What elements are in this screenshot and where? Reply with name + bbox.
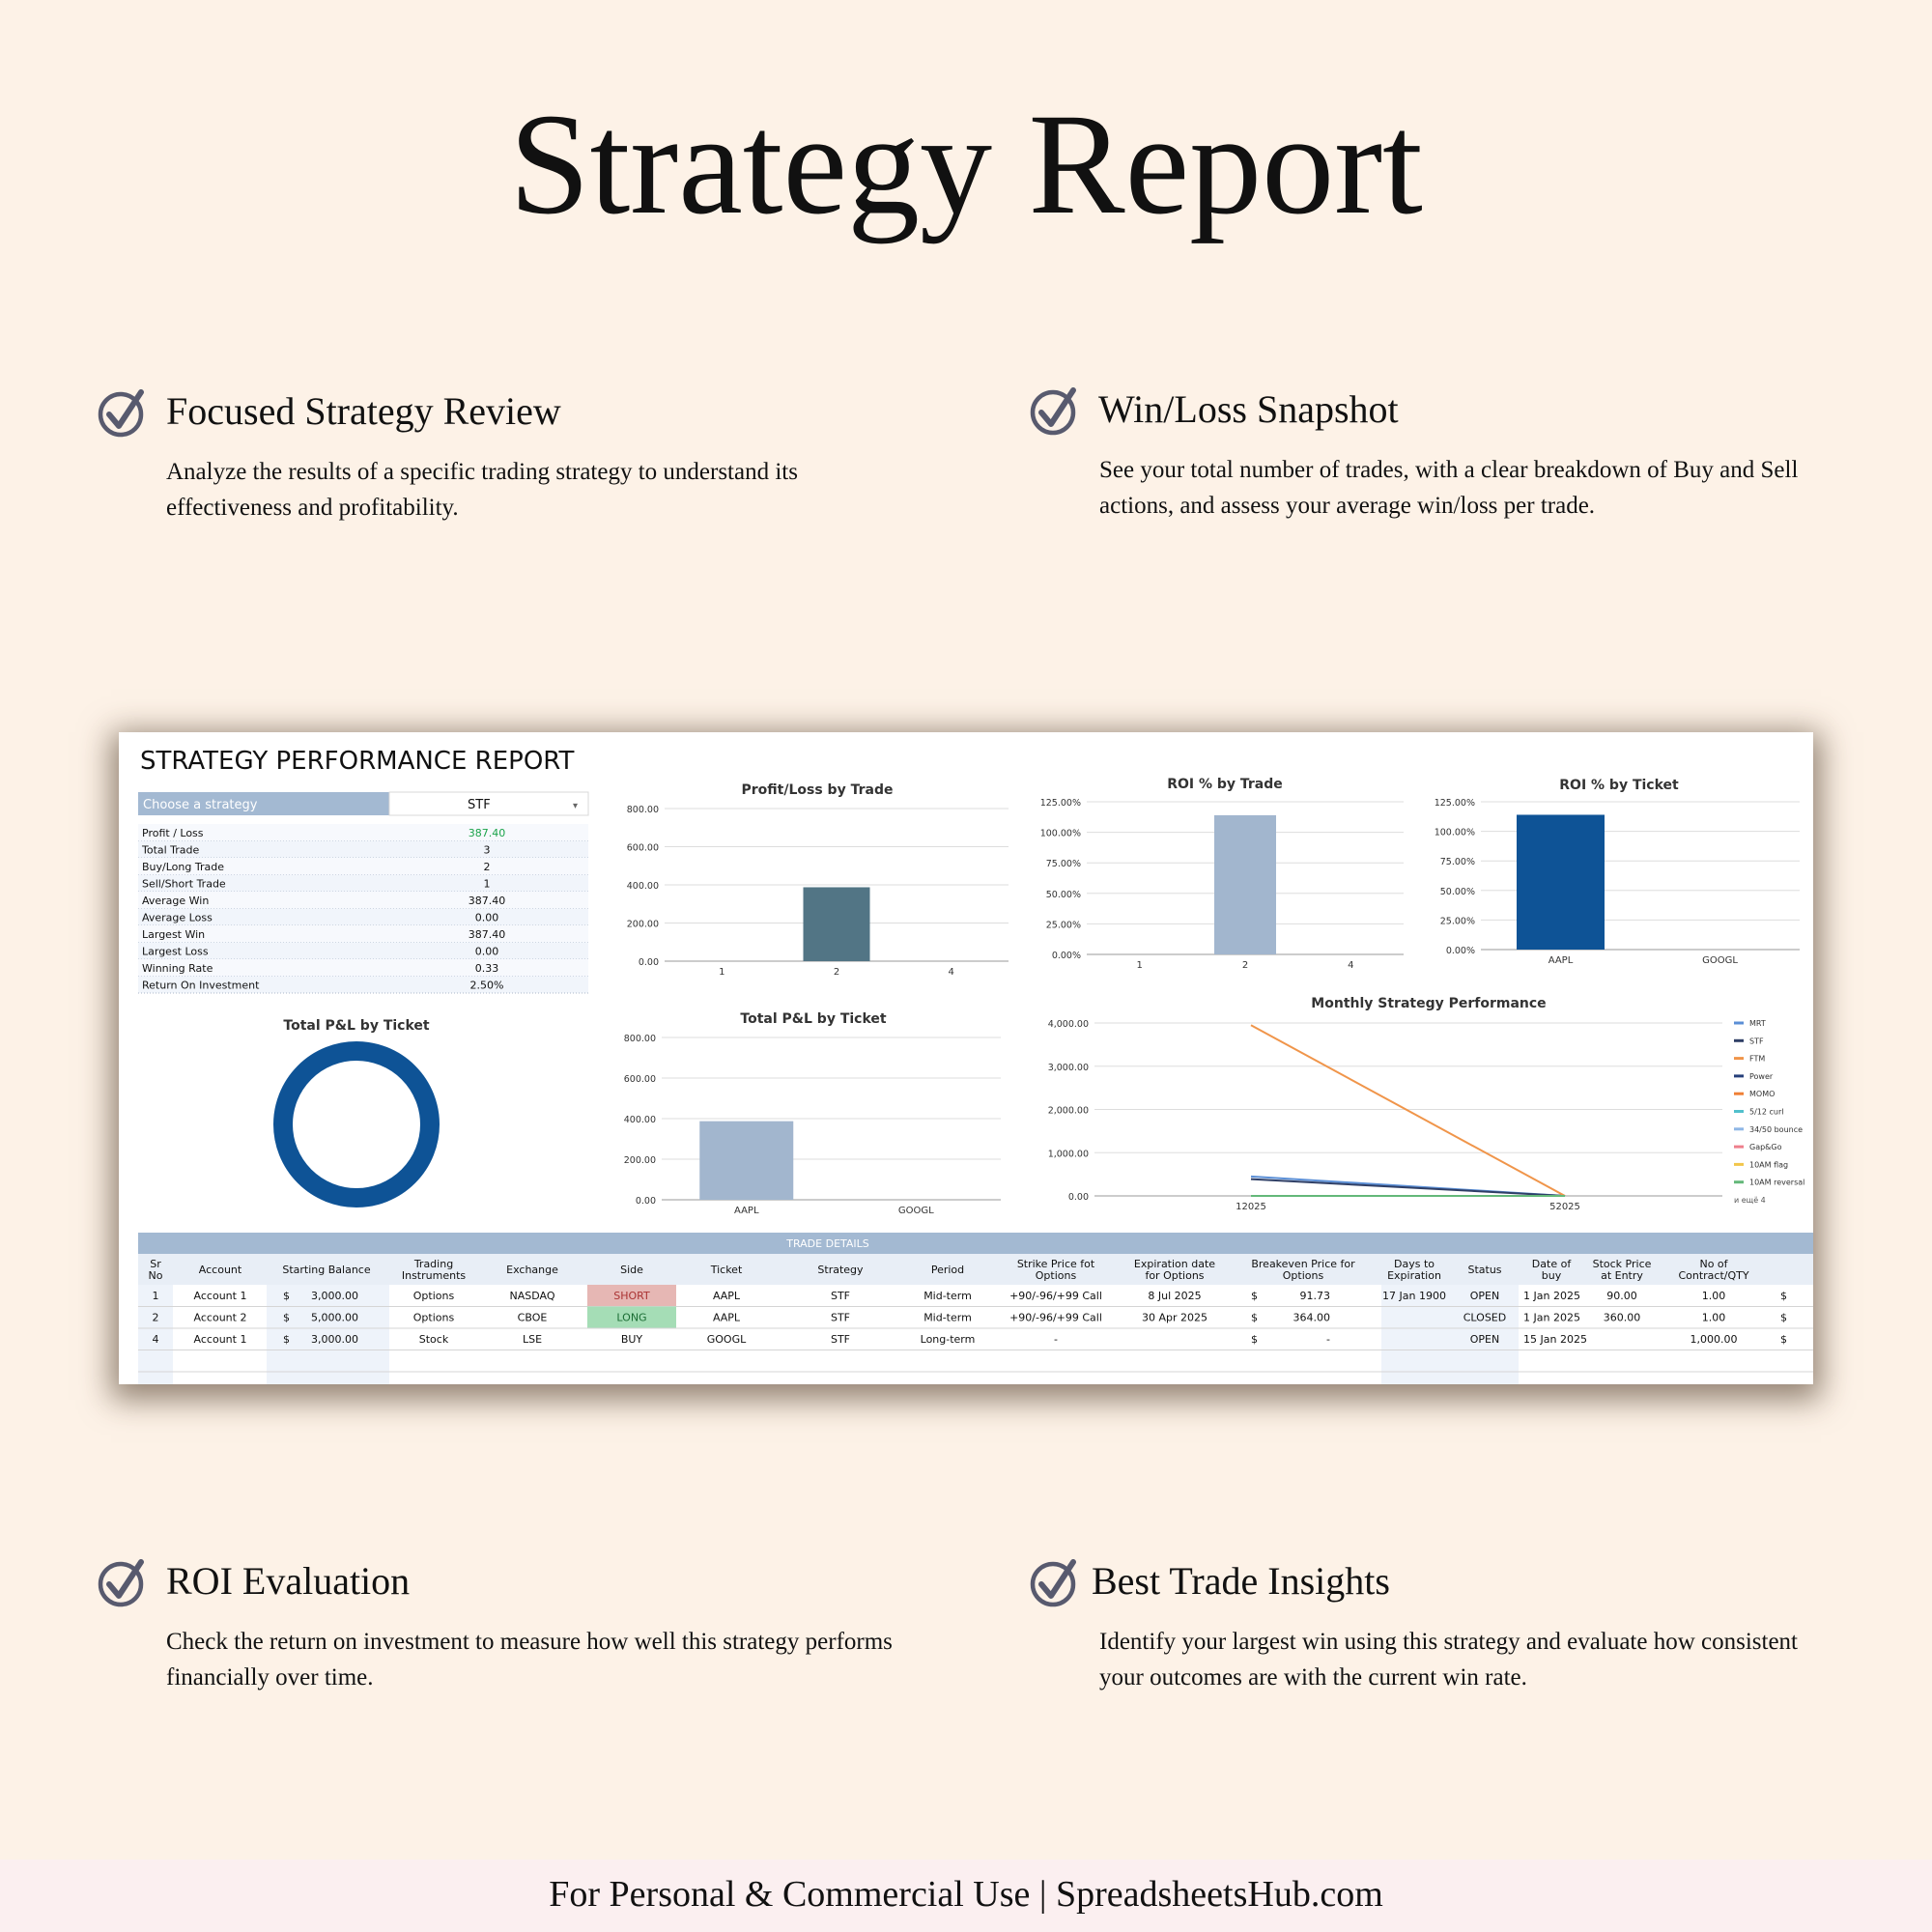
y-tick-label: 4,000.00 bbox=[1047, 1019, 1089, 1030]
metrics-table bbox=[138, 824, 588, 993]
chart-title: Monthly Strategy Performance bbox=[1311, 996, 1547, 1011]
feature-heading: Focused Strategy Review bbox=[166, 389, 561, 433]
y-tick-label: 400.00 bbox=[623, 1115, 656, 1125]
column-header[interactable]: Options bbox=[1035, 1269, 1077, 1282]
table-cell[interactable]: +90/-96/+99 Call bbox=[1009, 1290, 1102, 1302]
y-tick-label: 400.00 bbox=[626, 881, 659, 892]
column-header[interactable]: at Entry bbox=[1601, 1269, 1643, 1282]
table-cell[interactable]: CBOE bbox=[517, 1311, 548, 1324]
column-header[interactable]: Days to bbox=[1394, 1258, 1435, 1270]
column-header[interactable]: No of bbox=[1699, 1258, 1728, 1270]
chart-title: Total P&L by Ticket bbox=[283, 1018, 430, 1034]
table-cell[interactable]: LSE bbox=[522, 1333, 543, 1346]
metric-row bbox=[138, 925, 588, 943]
bar bbox=[1517, 814, 1605, 950]
table-cell[interactable]: BUY bbox=[620, 1333, 643, 1346]
table-cell[interactable]: 3,000.00 bbox=[311, 1333, 358, 1346]
metric-label: Average Win bbox=[142, 895, 210, 907]
metric-label: Largest Loss bbox=[142, 945, 209, 958]
column-header[interactable]: Ticket bbox=[710, 1264, 743, 1276]
y-tick-label: 3,000.00 bbox=[1047, 1062, 1089, 1073]
y-tick-label: 200.00 bbox=[623, 1155, 656, 1166]
column-header[interactable]: Period bbox=[930, 1264, 965, 1276]
x-tick-label: 1 bbox=[719, 967, 725, 978]
x-tick-label: GOOGL bbox=[897, 1206, 934, 1216]
metric-value: 387.40 bbox=[468, 928, 506, 941]
column-header[interactable]: Stock Price bbox=[1592, 1258, 1652, 1270]
line-chart bbox=[1048, 996, 1805, 1212]
y-tick-label: 25.00% bbox=[1045, 920, 1081, 931]
feature-text: Analyze the results of a specific trading strategy to understand its effectiveness and profitability. bbox=[166, 459, 798, 521]
y-tick-label: 600.00 bbox=[623, 1074, 656, 1085]
legend-more[interactable]: и ещё 4 bbox=[1734, 1196, 1766, 1205]
y-tick-label: 50.00% bbox=[1045, 889, 1081, 900]
metric-value: 3 bbox=[483, 843, 491, 857]
column-header[interactable]: Options bbox=[1282, 1269, 1324, 1282]
table-cell[interactable]: Mid-term bbox=[923, 1290, 972, 1302]
feature-heading: Win/Loss Snapshot bbox=[1098, 387, 1399, 431]
metric-value: 387.40 bbox=[468, 895, 506, 907]
table-cell[interactable]: 2 bbox=[152, 1311, 159, 1324]
x-tick-label: 4 bbox=[1348, 960, 1354, 971]
y-tick-label: 50.00% bbox=[1439, 886, 1475, 897]
table-cell[interactable]: $ bbox=[1251, 1290, 1258, 1302]
column-header[interactable]: No bbox=[148, 1269, 163, 1282]
table-cell[interactable]: $ bbox=[1780, 1290, 1787, 1302]
table-cell[interactable]: 8 Jul 2025 bbox=[1148, 1290, 1202, 1302]
y-tick-label: 0.00 bbox=[635, 1196, 656, 1207]
x-tick-label: AAPL bbox=[1548, 955, 1574, 966]
table-cell[interactable]: 3,000.00 bbox=[311, 1290, 358, 1302]
table-cell[interactable]: STF bbox=[830, 1311, 851, 1324]
metric-label: Largest Win bbox=[142, 928, 206, 941]
table-cell[interactable]: $ bbox=[283, 1333, 290, 1346]
table-cell[interactable]: 30 Apr 2025 bbox=[1141, 1311, 1208, 1324]
legend-label: STF bbox=[1749, 1037, 1764, 1046]
metric-label: Buy/Long Trade bbox=[142, 861, 224, 873]
column-header[interactable]: Starting Balance bbox=[282, 1264, 371, 1276]
table-cell[interactable]: 17 Jan 1900 bbox=[1382, 1290, 1446, 1302]
table-cell[interactable]: 15 Jan 2025 bbox=[1523, 1333, 1587, 1346]
x-tick-label: AAPL bbox=[733, 1206, 759, 1216]
metric-value: 2.50% bbox=[469, 979, 504, 992]
feature-heading: Best Trade Insights bbox=[1092, 1559, 1390, 1603]
trade-details-banner bbox=[138, 1233, 1813, 1254]
y-tick-label: 1,000.00 bbox=[1047, 1149, 1089, 1160]
table-cell[interactable]: 1 Jan 2025 bbox=[1523, 1290, 1580, 1302]
y-tick-label: 0.00 bbox=[638, 957, 659, 968]
x-tick-label: 1 bbox=[1136, 960, 1143, 971]
metric-value: 0.00 bbox=[474, 945, 499, 958]
column-header[interactable]: Trading bbox=[413, 1258, 454, 1270]
table-cell[interactable]: Account 1 bbox=[193, 1333, 247, 1346]
table-cell[interactable]: OPEN bbox=[1469, 1333, 1500, 1346]
bar bbox=[804, 887, 870, 961]
donut-slice bbox=[283, 1051, 430, 1198]
series-line bbox=[1251, 1179, 1565, 1196]
bar bbox=[1214, 815, 1276, 954]
x-tick-label: 52025 bbox=[1549, 1202, 1580, 1212]
bar-chart bbox=[1435, 778, 1800, 966]
table-cell[interactable]: 90.00 bbox=[1606, 1290, 1637, 1302]
spreadsheet-screenshot bbox=[119, 732, 1813, 1384]
y-tick-label: 0.00% bbox=[1051, 951, 1081, 961]
feature-heading: ROI Evaluation bbox=[166, 1559, 411, 1603]
table-cell[interactable]: $ bbox=[1251, 1311, 1258, 1324]
table-cell[interactable]: CLOSED bbox=[1463, 1311, 1507, 1324]
donut-chart bbox=[283, 1018, 430, 1198]
y-tick-label: 75.00% bbox=[1045, 859, 1081, 870]
strategy-selector-label: Choose a strategy bbox=[143, 798, 258, 812]
x-tick-label: 12025 bbox=[1236, 1202, 1266, 1212]
column-header[interactable]: buy bbox=[1541, 1269, 1562, 1282]
table-cell[interactable]: Account 2 bbox=[193, 1311, 247, 1324]
legend-label: MOMO bbox=[1749, 1090, 1776, 1099]
legend-label: FTM bbox=[1749, 1054, 1766, 1064]
chart-title: ROI % by Ticket bbox=[1559, 778, 1679, 793]
column-header[interactable]: Contract/QTY bbox=[1678, 1269, 1749, 1282]
legend-label: Power bbox=[1749, 1071, 1774, 1081]
y-tick-label: 600.00 bbox=[626, 842, 659, 854]
x-tick-label: GOOGL bbox=[1702, 955, 1738, 966]
table-cell[interactable]: Options bbox=[412, 1290, 455, 1302]
table-cell[interactable]: 364.00 bbox=[1293, 1311, 1330, 1324]
table-cell[interactable]: 4 bbox=[152, 1333, 159, 1346]
table-cell[interactable]: $ bbox=[1780, 1311, 1787, 1324]
metric-value: 387.40 bbox=[468, 827, 506, 839]
table-cell[interactable]: $ bbox=[1251, 1333, 1258, 1346]
column-header[interactable]: Expiration bbox=[1387, 1269, 1441, 1282]
legend-label: 34/50 bounce bbox=[1749, 1124, 1804, 1134]
legend-label: 10AM flag bbox=[1749, 1160, 1789, 1170]
legend-label: Gap&Go bbox=[1749, 1143, 1782, 1152]
table-cell[interactable]: Account 1 bbox=[193, 1290, 247, 1302]
metric-row bbox=[138, 824, 588, 841]
column-header[interactable]: Account bbox=[198, 1264, 242, 1276]
column-header[interactable]: Breakeven Price for bbox=[1251, 1258, 1355, 1270]
feature-text: Identify your largest win using this strategy and evaluate how consistent your outcomes are with the current win rate. bbox=[1099, 1629, 1798, 1690]
column-header[interactable]: Date of bbox=[1531, 1258, 1572, 1270]
table-cell[interactable]: - bbox=[1326, 1333, 1330, 1346]
metric-value: 1 bbox=[483, 877, 491, 891]
feature-text: Check the return on investment to measure how well this strategy performs financially over time. bbox=[166, 1629, 893, 1690]
table-cell[interactable]: $ bbox=[1780, 1333, 1787, 1346]
metric-value: 2 bbox=[483, 861, 491, 873]
legend-label: 5/12 curl bbox=[1749, 1107, 1784, 1117]
column-header[interactable]: Status bbox=[1467, 1264, 1502, 1276]
y-tick-label: 200.00 bbox=[626, 919, 659, 930]
y-tick-label: 25.00% bbox=[1439, 916, 1475, 927]
table-cell[interactable]: Stock bbox=[418, 1333, 449, 1346]
x-tick-label: 4 bbox=[948, 967, 954, 978]
table-cell[interactable]: - bbox=[1054, 1333, 1058, 1346]
series-line bbox=[1251, 1025, 1565, 1196]
table-cell[interactable]: 1 bbox=[152, 1290, 159, 1302]
table-cell[interactable]: Long-term bbox=[920, 1333, 976, 1346]
column-header[interactable]: Instruments bbox=[401, 1269, 467, 1282]
y-tick-label: 0.00% bbox=[1445, 946, 1475, 956]
bar-chart bbox=[624, 1011, 1001, 1216]
metric-label: Sell/Short Trade bbox=[142, 877, 226, 891]
table-cell[interactable]: AAPL bbox=[712, 1290, 741, 1302]
checkmark-icon bbox=[1029, 384, 1081, 437]
chart-title: ROI % by Trade bbox=[1167, 777, 1283, 792]
bar bbox=[699, 1122, 793, 1200]
column-header[interactable]: for Options bbox=[1145, 1269, 1205, 1282]
column-header[interactable]: Strategy bbox=[817, 1264, 864, 1276]
table-cell[interactable]: STF bbox=[830, 1333, 851, 1346]
chart-title: Profit/Loss by Trade bbox=[741, 782, 894, 798]
y-tick-label: 100.00% bbox=[1434, 827, 1475, 838]
table-cell[interactable]: 91.73 bbox=[1299, 1290, 1330, 1302]
table-cell[interactable]: 5,000.00 bbox=[311, 1311, 358, 1324]
y-tick-label: 125.00% bbox=[1434, 798, 1475, 809]
legend-label: MRT bbox=[1749, 1019, 1766, 1028]
trade-details-table bbox=[138, 1233, 1813, 1384]
table-cell[interactable]: AAPL bbox=[712, 1311, 741, 1324]
chart-title: Total P&L by Ticket bbox=[740, 1011, 887, 1027]
table-cell[interactable]: OPEN bbox=[1469, 1290, 1500, 1302]
y-tick-label: 800.00 bbox=[626, 805, 659, 815]
table-cell[interactable]: Mid-term bbox=[923, 1311, 972, 1324]
table-cell[interactable]: +90/-96/+99 Call bbox=[1009, 1311, 1102, 1324]
legend-label: 10AM reversal bbox=[1749, 1178, 1805, 1187]
metric-value: 0.33 bbox=[474, 962, 499, 975]
metric-label: Winning Rate bbox=[142, 962, 213, 975]
column-header[interactable]: Sr bbox=[150, 1258, 161, 1270]
checkmark-icon bbox=[1029, 1556, 1081, 1608]
y-tick-label: 0.00 bbox=[1067, 1192, 1089, 1203]
trade-details-title: TRADE DETAILS bbox=[786, 1237, 869, 1250]
strategy-selector-value[interactable]: STF bbox=[468, 798, 491, 812]
metric-label: Average Loss bbox=[142, 911, 213, 924]
column-header[interactable]: Exchange bbox=[506, 1264, 558, 1276]
table-cell[interactable]: 1 Jan 2025 bbox=[1523, 1311, 1580, 1324]
table-cell[interactable]: GOOGL bbox=[706, 1333, 747, 1346]
y-tick-label: 100.00% bbox=[1039, 828, 1081, 839]
metric-label: Return On Investment bbox=[142, 979, 260, 992]
table-cell[interactable]: 1.00 bbox=[1701, 1290, 1726, 1302]
table-cell[interactable]: NASDAQ bbox=[509, 1290, 555, 1302]
checkmark-icon bbox=[97, 1556, 149, 1608]
table-cell[interactable]: 360.00 bbox=[1603, 1311, 1641, 1324]
table-cell[interactable]: 1,000.00 bbox=[1690, 1333, 1738, 1346]
table-cell[interactable]: LONG bbox=[616, 1311, 647, 1324]
column-header[interactable]: Side bbox=[620, 1264, 643, 1276]
table-cell[interactable]: $ bbox=[283, 1311, 290, 1324]
bar-chart bbox=[627, 782, 1009, 978]
chevron-down-icon[interactable]: ▾ bbox=[573, 801, 579, 811]
table-cell[interactable]: Options bbox=[412, 1311, 455, 1324]
table-cell[interactable]: $ bbox=[283, 1290, 290, 1302]
report-title: STRATEGY PERFORMANCE REPORT bbox=[140, 747, 575, 776]
metric-label: Profit / Loss bbox=[142, 827, 204, 839]
table-cell[interactable]: STF bbox=[830, 1290, 851, 1302]
column-header[interactable]: Expiration date bbox=[1133, 1258, 1216, 1270]
footer: For Personal & Commercial Use | SpreadsheetsHub.com bbox=[0, 1860, 1932, 1932]
metric-row bbox=[138, 841, 588, 859]
bar-chart bbox=[1040, 777, 1404, 971]
metric-label: Total Trade bbox=[142, 843, 200, 857]
column-header[interactable]: Strike Price fot bbox=[1016, 1258, 1095, 1270]
checkmark-icon bbox=[97, 386, 149, 439]
x-tick-label: 2 bbox=[833, 967, 840, 978]
y-tick-label: 800.00 bbox=[623, 1034, 656, 1044]
x-tick-label: 2 bbox=[1241, 960, 1249, 971]
metric-value: 0.00 bbox=[474, 911, 499, 924]
strategy-performance-report bbox=[119, 732, 1813, 1384]
table-cell[interactable]: 1.00 bbox=[1701, 1311, 1726, 1324]
feature-text: See your total number of trades, with a clear breakdown of Buy and Sell actions, and assess your average win/loss per trade. bbox=[1099, 457, 1799, 519]
y-tick-label: 2,000.00 bbox=[1047, 1105, 1089, 1117]
y-tick-label: 125.00% bbox=[1039, 798, 1081, 809]
y-tick-label: 75.00% bbox=[1439, 857, 1475, 868]
table-cell[interactable]: SHORT bbox=[613, 1290, 650, 1302]
page-title: Strategy Report bbox=[509, 84, 1423, 244]
